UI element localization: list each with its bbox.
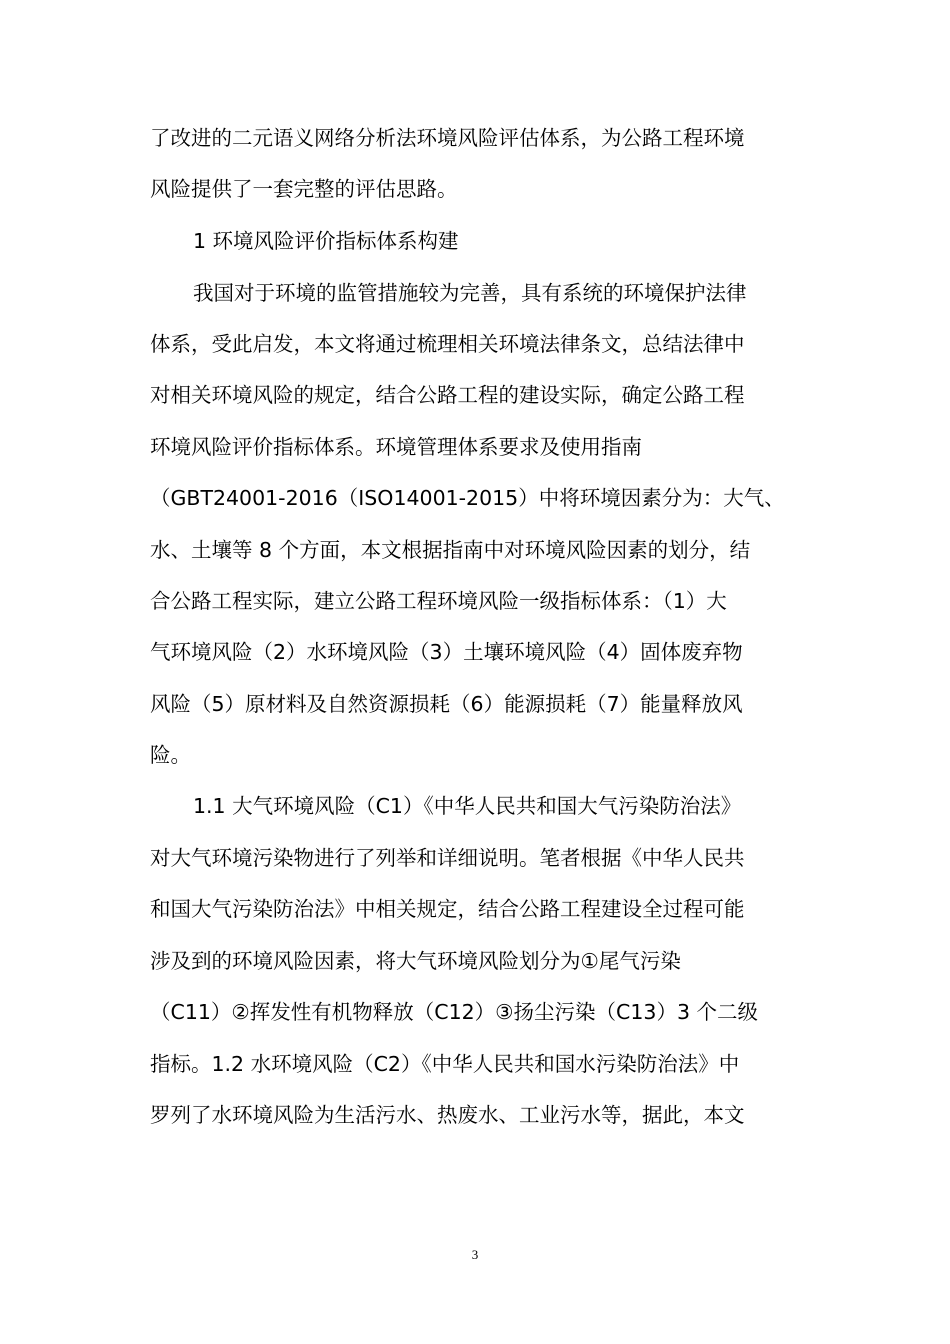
text-line: 罗列了水环境风险为生活污水、热废水、工业污水等，据此，本文 (150, 1103, 745, 1127)
text-line: （C11）②挥发性有机物释放（C12）③扬尘污染（C13）3 个二级 (150, 1000, 759, 1024)
text-line: 对大气环境污染物进行了列举和详细说明。笔者根据《中华人民共 (150, 846, 745, 870)
text-line: 险。 (150, 743, 191, 767)
text-line: 指标。1.2 水环境风险（C2）《中华人民共和国水污染防治法》中 (150, 1052, 740, 1076)
text-line: 体系，受此启发，本文将通过梳理相关环境法律条文，总结法律中 (150, 332, 745, 356)
text-line: 合公路工程实际，建立公路工程环境风险一级指标体系：（1）大 (150, 589, 727, 613)
text-line: 涉及到的环境风险因素，将大气环境风险划分为①尾气污染 (150, 949, 681, 973)
text-line: 1.1 大气环境风险（C1）《中华人民共和国大气污染防治法》 (193, 794, 742, 818)
text-line: 环境风险评价指标体系。环境管理体系要求及使用指南 (150, 435, 642, 459)
text-line: 风险（5）原材料及自然资源损耗（6）能源损耗（7）能量释放风 (150, 692, 743, 716)
text-line: 我国对于环境的监管措施较为完善，具有系统的环境保护法律 (193, 281, 747, 305)
page-number: 3 (471, 1247, 479, 1262)
section-heading: 1 环境风险评价指标体系构建 (193, 229, 459, 253)
text-line: 水、土壤等 8 个方面，本文根据指南中对环境风险因素的划分，结 (150, 538, 751, 562)
text-line: 风险提供了一套完整的评估思路。 (150, 177, 458, 201)
text-line: 和国大气污染防治法》中相关规定，结合公路工程建设全过程可能 (150, 897, 745, 921)
text-line: （GBT24001-2016（ISO14001-2015）中将环境因素分为：大气、 (150, 486, 785, 510)
text-line: 了改进的二元语义网络分析法环境风险评估体系，为公路工程环境 (150, 126, 745, 150)
text-line: 气环境风险（2）水环境风险（3）土壤环境风险（4）固体废弃物 (150, 640, 743, 664)
text-line: 对相关环境风险的规定，结合公路工程的建设实际，确定公路工程 (150, 383, 745, 407)
